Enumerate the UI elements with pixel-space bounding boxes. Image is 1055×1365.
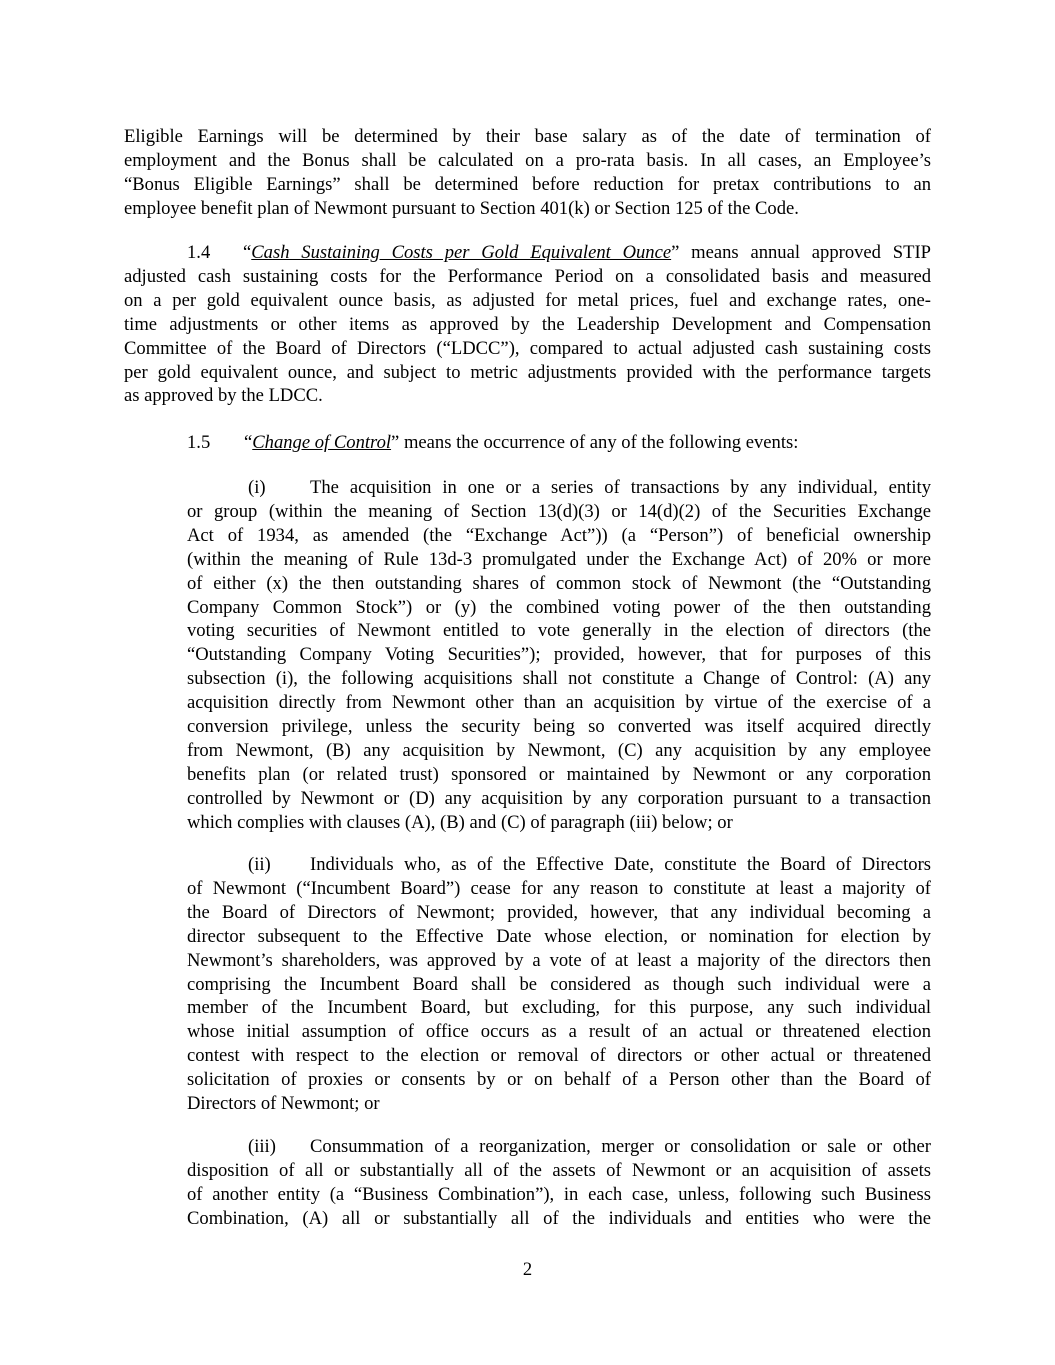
text-line xyxy=(124,431,931,455)
defined-term: Cash Sustaining Costs per Gold Equivalent Ounce xyxy=(251,242,672,263)
text-line xyxy=(124,241,931,265)
text-line xyxy=(187,853,931,877)
clause-label: (i) xyxy=(248,477,266,498)
text-line: “Bonus Eligible Earnings” shall be determined before reduction for pretax contributions to an xyxy=(124,173,931,195)
text-line: Combination, (A) all or substantially all of the individuals and entities who were the xyxy=(187,1207,931,1229)
definition-lead: ” means the occurrence of any of the following events: xyxy=(391,432,799,453)
text-line: contest with respect to the election or removal of directors or other actual or threatened xyxy=(187,1045,931,1067)
text-line: voting securities of Newmont entitled to vote generally in the election of directors (the xyxy=(187,620,931,642)
text-line: Act of 1934, as amended (the “Exchange Act”)) (a “Person”) of beneficial ownership xyxy=(187,524,931,546)
text-line: acquisition directly from Newmont other than an acquisition by virtue of the exercise of a xyxy=(187,692,931,714)
clause-iii-paragraph xyxy=(187,1135,931,1231)
text-line: “Outstanding Company Voting Securities”); provided, however, that for purposes of this xyxy=(187,644,931,666)
clause-ii-paragraph xyxy=(187,853,931,1116)
text-line: Directors of Newmont; or xyxy=(187,1093,380,1115)
text-line: on a per gold equivalent ounce basis, as adjusted for metal prices, fuel and exchange rates, one- xyxy=(124,289,931,311)
clause-label: (iii) xyxy=(248,1136,276,1157)
clause-first-line: Individuals who, as of the Effective Date, constitute the Board of Directors xyxy=(310,854,931,875)
text-line: from Newmont, (B) any acquisition by Newmont, (C) any acquisition by any employee xyxy=(187,739,931,761)
text-line: (within the meaning of Rule 13d-3 promulgated under the Exchange Act) of 20% or more xyxy=(187,548,931,570)
text-line: adjusted cash sustaining costs for the Performance Period on a consolidated basis and measured xyxy=(124,265,931,287)
clause-first-line: The acquisition in one or a series of transactions by any individual, entity xyxy=(310,477,931,498)
clause-label: (ii) xyxy=(248,854,271,875)
section-1-4-paragraph xyxy=(124,241,931,408)
text-line: controlled by Newmont or (D) any acquisition by any corporation pursuant to a transaction xyxy=(187,787,931,809)
clause-i-paragraph xyxy=(187,476,931,835)
text-line: per gold equivalent ounce, and subject to metric adjustments provided with the performance targets xyxy=(124,361,931,383)
text-line: of either (x) the then outstanding shares of common stock of Newmont (the “Outstanding xyxy=(187,572,931,594)
text-line xyxy=(187,476,931,500)
text-line xyxy=(187,1135,931,1159)
text-line: Committee of the Board of Directors (“LDCC”), compared to actual adjusted cash sustaining costs xyxy=(124,337,931,359)
text-line: subsection (i), the following acquisitions shall not constitute a Change of Control: (A) any xyxy=(187,668,931,690)
text-line: Newmont’s shareholders, was approved by a vote of at least a majority of the directors then xyxy=(187,949,931,971)
text-line: member of the Incumbent Board, but excluding, for this purpose, any such individual xyxy=(187,997,931,1019)
text-line: disposition of all or substantially all of the assets of Newmont or an acquisition of assets xyxy=(187,1159,931,1181)
text-line: employee benefit plan of Newmont pursuant to Section 401(k) or Section 125 of the Code. xyxy=(124,197,799,219)
section-number: 1.5 xyxy=(187,432,211,453)
text-line: Eligible Earnings will be determined by their base salary as of the date of termination of xyxy=(124,126,931,147)
defined-term: Change of Control xyxy=(252,432,392,453)
text-line: as approved by the LDCC. xyxy=(124,385,323,407)
text-line: or group (within the meaning of Section 13(d)(3) or 14(d)(2) of the Securities Exchange xyxy=(187,500,931,522)
text-line: Company Common Stock”) or (y) the combined voting power of the then outstanding xyxy=(187,596,931,618)
text-line: the Board of Directors of Newmont; provided, however, that any individual becoming a xyxy=(187,901,931,923)
text-line: of another entity (a “Business Combination”), in each case, unless, following such Business xyxy=(187,1183,931,1205)
text-line: benefits plan (or related trust) sponsored or maintained by Newmont or any corporation xyxy=(187,763,931,785)
definition-lead: ” means annual approved STIP xyxy=(671,242,931,263)
text-line: employment and the Bonus shall be calculated on a pro-rata basis. In all cases, an Employee’s xyxy=(124,149,931,171)
open-quote: “ xyxy=(243,242,252,263)
clause-first-line: Consummation of a reorganization, merger or consolidation or sale or other xyxy=(310,1136,931,1157)
open-quote: “ xyxy=(244,432,253,453)
page-number: 2 xyxy=(522,1259,533,1280)
intro-paragraph xyxy=(124,125,931,221)
text-line: which complies with clauses (A), (B) and (C) of paragraph (iii) below; or xyxy=(187,811,733,833)
section-number: 1.4 xyxy=(187,242,211,263)
text-line: conversion privilege, unless the security being so converted was itself acquired directly xyxy=(187,716,931,738)
text-line: solicitation of proxies or consents by or on behalf of a Person other than the Board of xyxy=(187,1069,931,1091)
text-line: time adjustments or other items as approved by the Leadership Development and Compensation xyxy=(124,313,931,335)
text-line: comprising the Incumbent Board shall be considered as though such individual were a xyxy=(187,973,931,995)
text-line: whose initial assumption of office occurs as a result of an actual or threatened election xyxy=(187,1021,931,1043)
text-line: of Newmont (“Incumbent Board”) cease for any reason to constitute at least a majority of xyxy=(187,877,931,899)
text-line: director subsequent to the Effective Date whose election, or nomination for election by xyxy=(187,925,931,947)
section-1-5-paragraph xyxy=(124,431,931,455)
